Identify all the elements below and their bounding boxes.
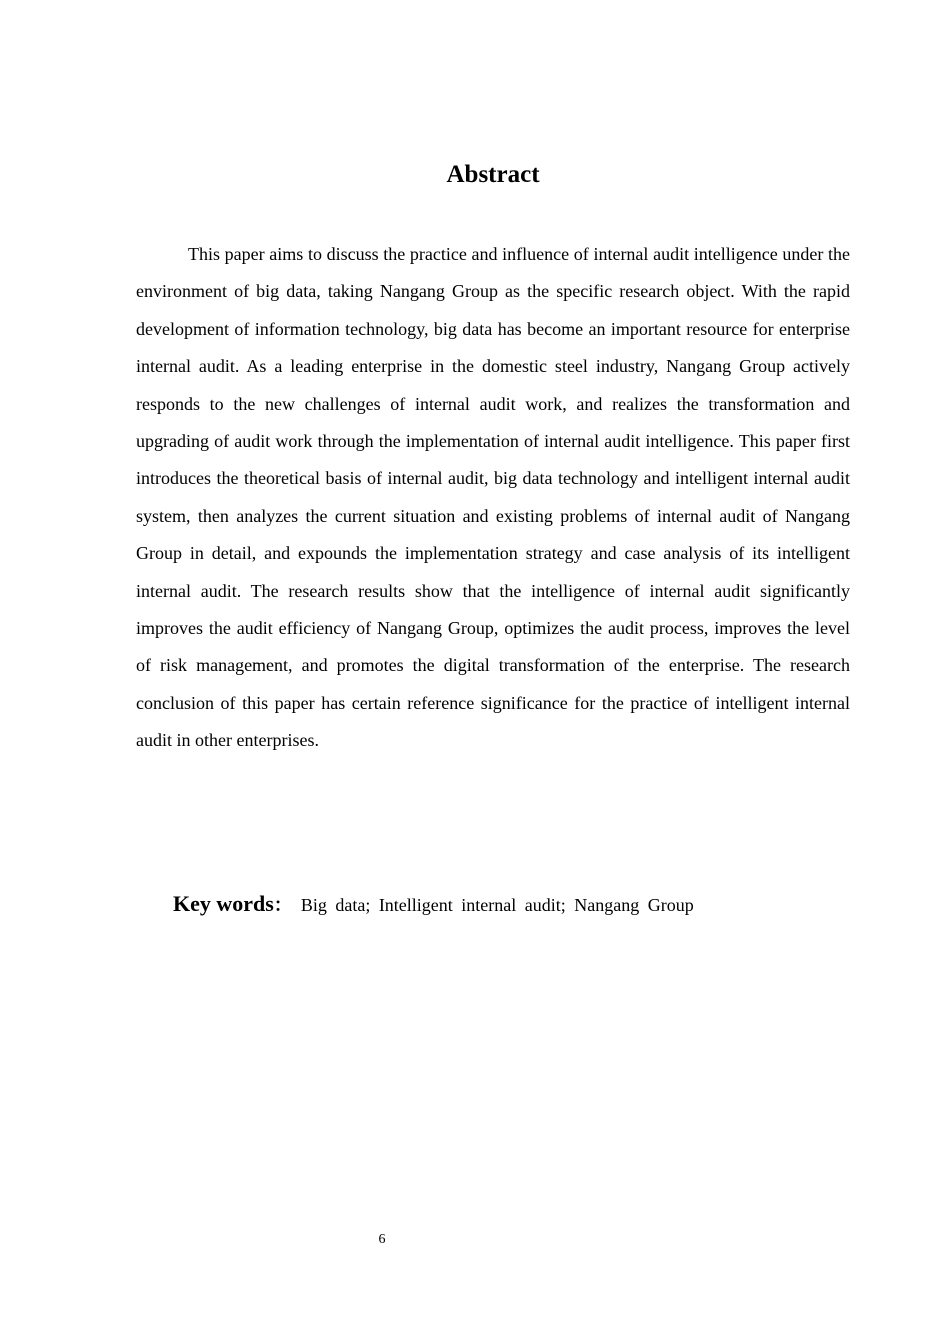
- keywords-line: [173, 888, 694, 921]
- keywords-colon: ：: [273, 895, 292, 915]
- abstract-title: Abstract: [446, 161, 540, 188]
- page-number: 6: [378, 1232, 386, 1247]
- keywords-list: Big data; Intelligent internal audit; Nangang Group: [300, 895, 694, 915]
- abstract-body: This paper aims to discuss the practice and influence of internal audit intelligence under the environment of big data, taking Nangang Group as the specific research object. With the rapid development of information technology, big data has become an important resource for enterprise internal audit. As a leading enterprise in the domestic steel industry, Nangang Group actively responds to the new challenges of internal audit work, and realizes the transformation and upgrading of audit work through the implementation of internal audit intelligence. This paper first introduces the theoretical basis of internal audit, big data technology and intelligent internal audit system, then analyzes the current situation and existing problems of internal audit of Nangang Group in detail, and expounds the implementation strategy and case analysis of its intelligent internal audit. The research results show that the intelligence of internal audit significantly improves the audit efficiency of Nangang Group, optimizes the audit process, improves the level of risk management, and promotes the digital transformation of the enterprise. The research conclusion of this paper has certain reference significance for the practice of intelligent internal audit in other enterprises.: [136, 244, 850, 751]
- keywords-label: Key words: [173, 891, 274, 916]
